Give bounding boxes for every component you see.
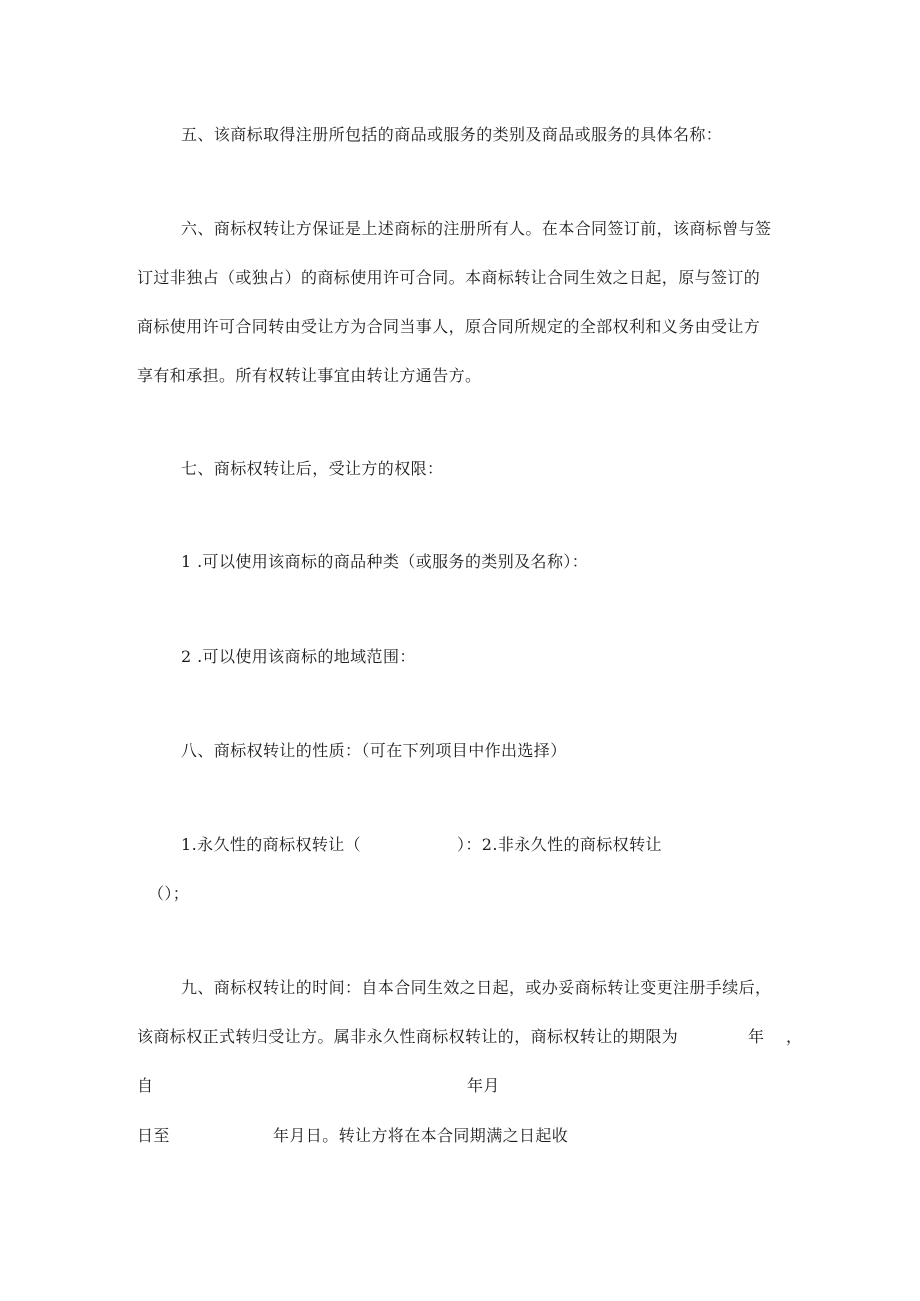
clause-7-item-2: 2 .可以使用该商标的地域范围： [181,647,416,666]
clause-9-from-label: 自 [137,1076,154,1095]
clause-9-year-label: 年 [748,1027,765,1046]
clause-9-line-2: 该商标权正式转归受让方。属非永久性商标权转让的，商标权转让的期限为 [137,1027,679,1046]
clause-9-line-4: 年月日。转让方将在本合同期满之日起收 [273,1126,569,1145]
clause-8-title: 八、商标权转让的性质：（可在下列项目中作出选择） [181,741,567,760]
clause-8-option-2-paren: （）； [148,884,190,903]
clause-9-year-month-label: 年月 [467,1076,500,1095]
clause-9-comma: ， [786,1027,803,1046]
clause-8-option-1-close: ）：2.非永久性的商标权转让 [457,835,662,854]
clause-6-line-2: 订过非独占（或独占）的商标使用许可合同。本商标转让合同生效之日起，原与签订的 [137,268,761,287]
clause-9-line-1: 九、商标权转让的时间：自本合同生效之日起，或办妥商标转让变更注册手续后， [181,978,772,997]
clause-7-item-1: 1 .可以使用该商标的商品种类（或服务的类别及名称）： [181,552,589,571]
clause-5: 五、该商标取得注册所包括的商品或服务的类别及商品或服务的具体名称： [181,125,723,144]
clause-8-option-1: 1.永久性的商标权转让（ [181,835,362,854]
clause-6-line-3: 商标使用许可合同转由受让方为合同当事人，原合同所规定的全部权利和义务由受让方 [137,317,761,336]
clause-7-title: 七、商标权转让后，受让方的权限： [181,459,444,478]
clause-6-line-1: 六、商标权转让方保证是上述商标的注册所有人。在本合同签订前，该商标曾与签 [181,219,772,238]
clause-9-day-to-label: 日至 [137,1126,170,1145]
clause-6-line-4: 享有和承担。所有权转让事宜由转让方通告方。 [137,366,482,385]
